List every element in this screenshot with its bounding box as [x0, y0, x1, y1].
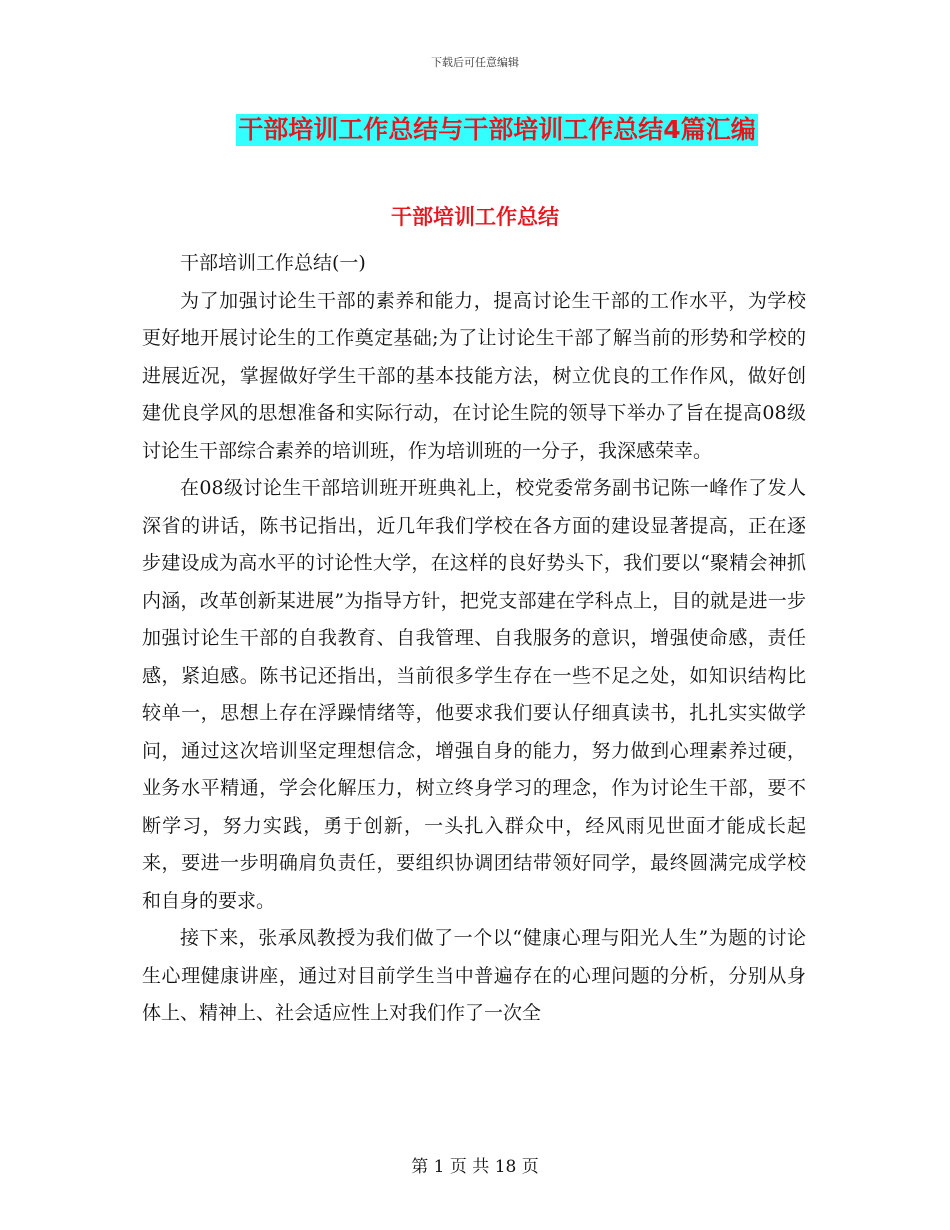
paragraph: 在08级讨论生干部培训班开班典礼上，校党委常务副书记陈一峰作了发人深省的讲话，陈书记指出，近几年我们学校在各方面的建设显著提高，正在逐步建设成为高水平的讨论性大学，在这样的良好势头下，我们要以“聚精会神抓内涵，改革创新某进展”为指导方针，把党支部建在学科点上，目的就是进一步加强讨论生干部的自我教育、自我管理、自我服务的意识，增强使命感，责任感，紧迫感。陈书记还指出，当前很多学生存在一些不足之处，如知识结构比较单一，思想上存在浮躁情绪等，他要求我们要认仔细真读书，扎扎实实做学问，通过这次培训坚定理想信念，增强自身的能力，努力做到心理素养过硬，业务水平精通，学会化解压力，树立终身学习的理念，作为讨论生干部，要不断学习，努力实践，勇于创新，一头扎入群众中，经风雨见世面才能成长起来，要进一步明确肩负责任，要组织协调团结带领好同学，最终圆满完成学校和自身的要求。 — [142, 477, 806, 912]
header-note: 下载后可任意编辑 — [431, 56, 519, 69]
subheading: 干部培训工作总结(一) — [180, 252, 366, 274]
section-title: 干部培训工作总结 — [391, 205, 559, 229]
paragraph: 为了加强讨论生干部的素养和能力，提高讨论生干部的工作水平，为学校更好地开展讨论生的工作奠定基础;为了让讨论生干部了解当前的形势和学校的进展近况，掌握做好学生干部的基本技能方法，树立优良的工作作风，做好创建优良学风的思想准备和实际行动，在讨论生院的领导下举办了旨在提高08级讨论生干部综合素养的培训班，作为培训班的一分子，我深感荣幸。 — [142, 289, 806, 462]
document-title: 干部培训工作总结与干部培训工作总结4篇汇编 — [238, 115, 756, 144]
document-body — [142, 245, 806, 1033]
page-footer: 第 1 页 共 18 页 — [411, 1157, 539, 1177]
document-title-container — [0, 114, 950, 146]
paragraph: 接下来，张承凤教授为我们做了一个以“健康心理与阳光人生”为题的讨论生心理健康讲座，通过对目前学生当中普遍存在的心理问题的分析，分别从身体上、精神上、社会适应性上对我们作了一次全 — [142, 927, 806, 1024]
